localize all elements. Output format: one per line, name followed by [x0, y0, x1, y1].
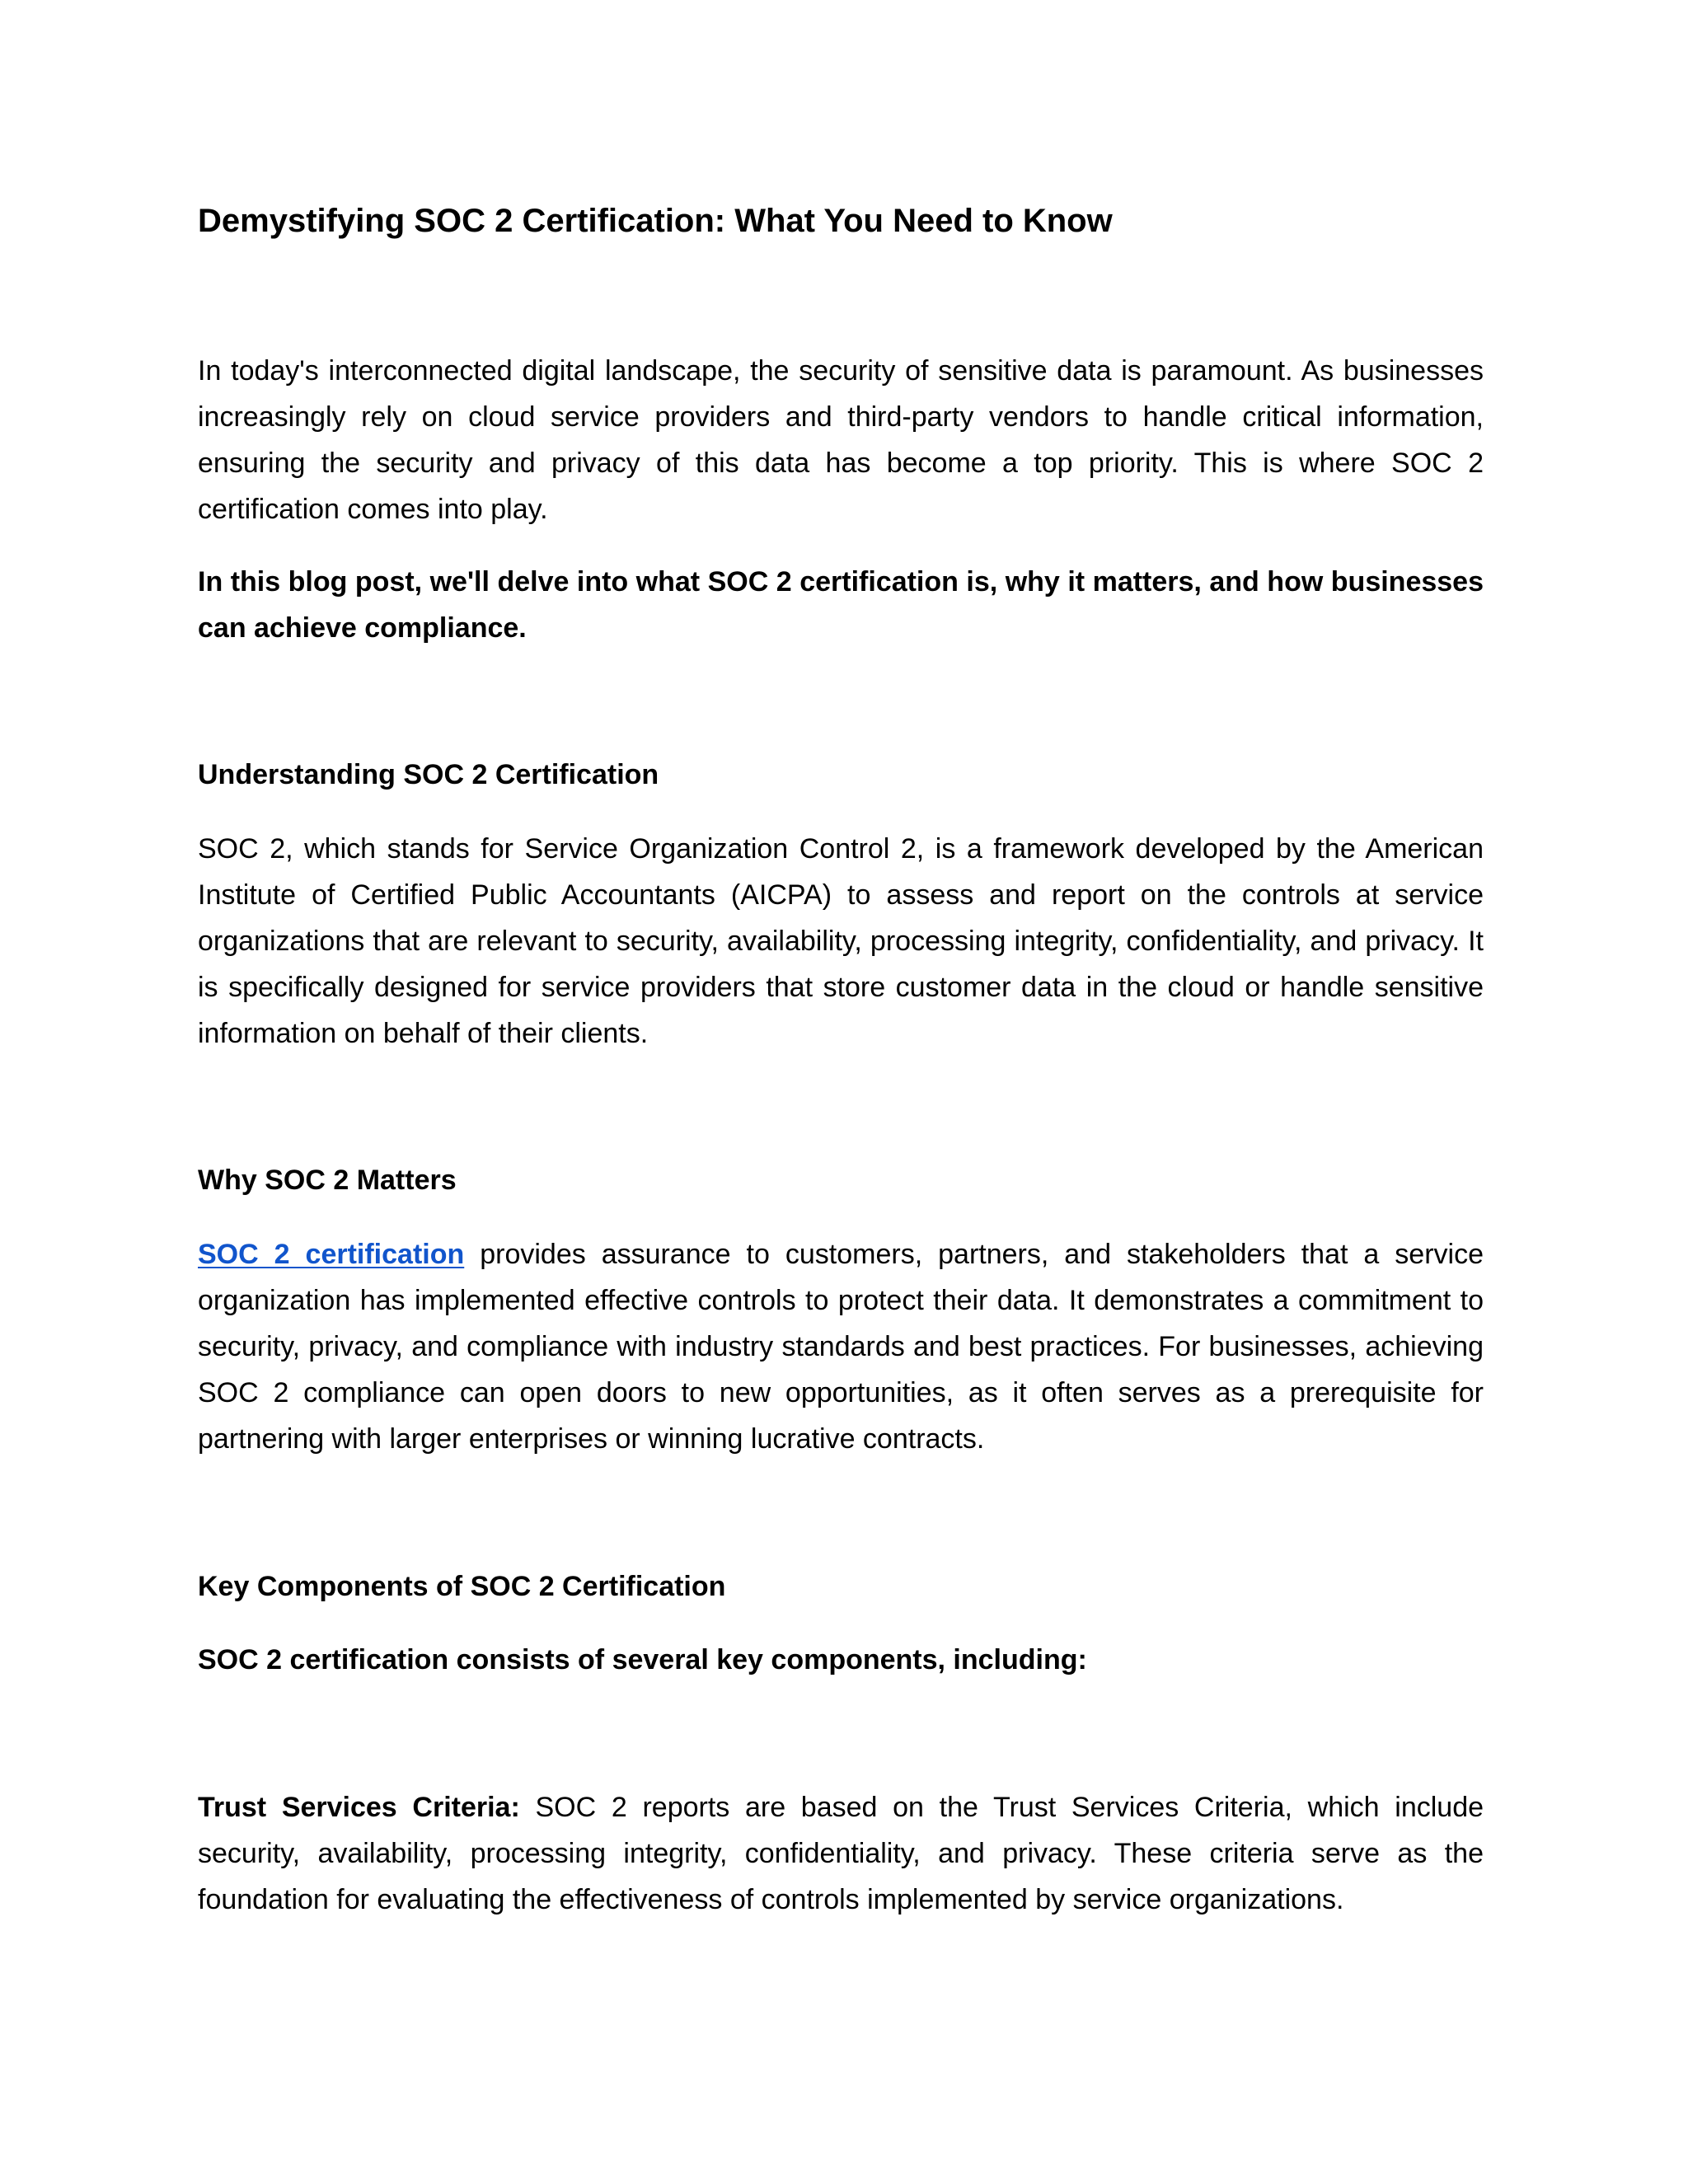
trust-services-criteria-item [198, 1784, 1484, 1923]
trust-services-criteria-text: SOC 2 reports are based on the Trust Services Criteria, which include security, availability, processing integrity, confidentiality, and privacy. These criteria serve as the foundation for evaluating the effectiveness of controls implemented by service organizations. [198, 1792, 1484, 1915]
intro-paragraph: In today's interconnected digital landscape, the security of sensitive data is paramount. As businesses increasingly rely on cloud service providers and third-party vendors to handle critical information, ensuring the security and privacy of this data has become a top priority. This is where SOC 2 certification comes into play. [198, 355, 1484, 525]
trust-services-criteria-label: Trust Services Criteria: [198, 1792, 520, 1823]
intro-bold-paragraph: In this blog post, we'll delve into what SOC 2 certification is, why it matters, and how businesses can achieve compliance. [198, 566, 1484, 644]
section-heading-understanding: Understanding SOC 2 Certification [198, 759, 659, 790]
why-matters-paragraph [198, 1231, 1484, 1462]
document-title: Demystifying SOC 2 Certification: What You Need to Know [198, 203, 1113, 239]
understanding-paragraph: SOC 2, which stands for Service Organization Control 2, is a framework developed by the American Institute of Certified Public Accountants (AICPA) to assess and report on the controls at service organizations that are relevant to security, availability, processing integrity, confidentiality, and privacy. It is specifically designed for service providers that store customer data in the cloud or handle sensitive information on behalf of their clients. [198, 833, 1484, 1049]
section-heading-key-components: Key Components of SOC 2 Certification [198, 1571, 726, 1602]
soc2-certification-link[interactable]: SOC 2 certification [198, 1239, 465, 1270]
key-components-subheading: SOC 2 certification consists of several key components, including: [198, 1644, 1087, 1675]
why-matters-body: provides assurance to customers, partners, and stakeholders that a service organization has implemented effective controls to protect their data. It demonstrates a commitment to security, privacy, and compliance with industry standards and best practices. For businesses, achieving SOC 2 compliance can open doors to new opportunities, as it often serves as a prerequisite for partnering with larger enterprises or winning lucrative contracts. [198, 1239, 1484, 1455]
section-heading-why-matters: Why SOC 2 Matters [198, 1165, 457, 1196]
